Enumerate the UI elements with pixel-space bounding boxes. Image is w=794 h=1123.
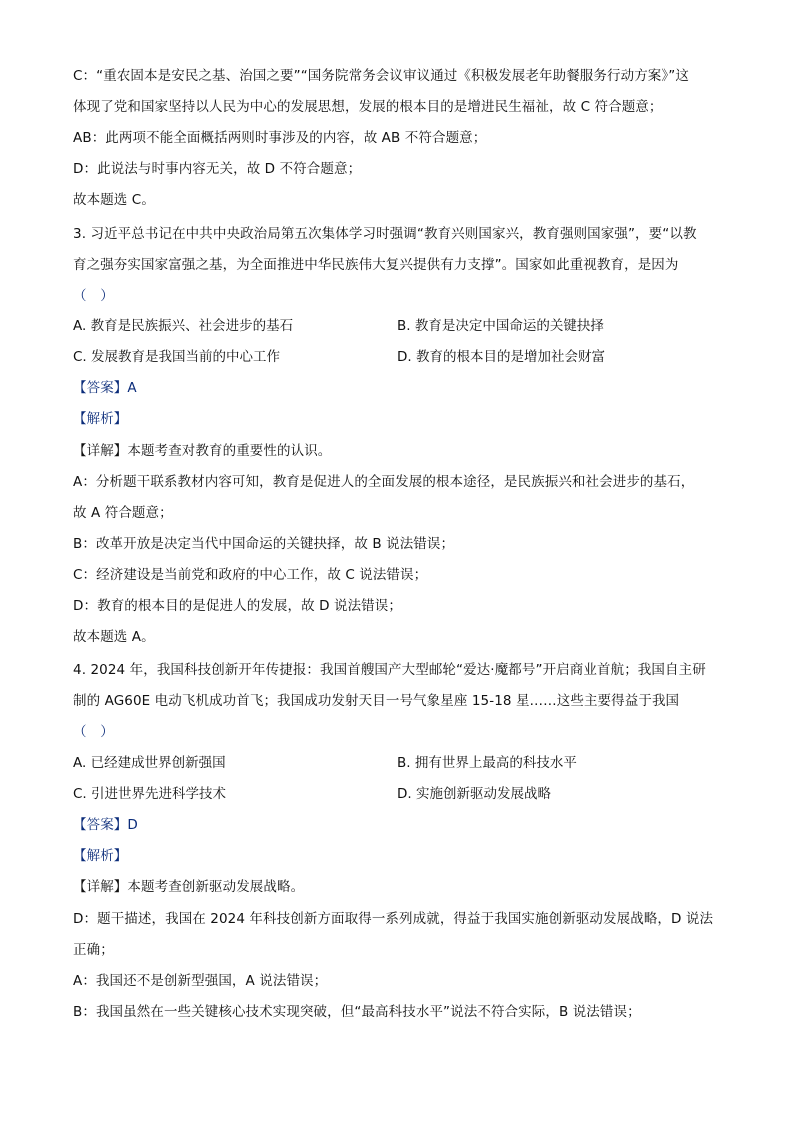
q3-explain-d: D：教育的根本目的是促进人的发展，故 D 说法错误；: [73, 598, 402, 614]
q4-analysis-heading: 【解析】: [73, 848, 128, 864]
q4-explain-d-line2: 正确；: [73, 942, 114, 958]
q3-stem-line2: 育之强夯实国家富强之基，为全面推进中华民族伟大复兴提供有力支撑”。国家如此重视教育，是因为: [73, 257, 679, 273]
q3-stem-line1: 3. 习近平总书记在中共中央政治局第五次集体学习时强调“教育兴则国家兴，教育强则国家强”，要“以教: [73, 226, 697, 242]
q4-option-c: C. 引进世界先进科学技术: [73, 786, 227, 802]
prev-option-c-line2: 体现了党和国家坚持以人民为中心的发展思想，发展的根本目的是增进民生福祉，故 C 符合题意；: [73, 99, 663, 115]
q3-option-d: D. 教育的根本目的是增加社会财富: [397, 349, 605, 365]
q4-option-a: A. 已经建成世界创新强国: [73, 755, 226, 771]
prev-option-ab: AB：此两项不能全面概括两则时事涉及的内容，故 AB 不符合题意；: [73, 130, 487, 146]
q4-option-b: B. 拥有世界上最高的科技水平: [397, 755, 577, 771]
q3-conclusion: 故本题选 A。: [73, 629, 155, 645]
prev-option-d: D：此说法与时事内容无关，故 D 不符合题意；: [73, 161, 362, 177]
q4-explain-a: A：我国还不是创新型强国，A 说法错误；: [73, 973, 328, 989]
q4-stem-line1: 4. 2024 年，我国科技创新开年传捷报：我国首艘国产大型邮轮“爱达·魔都号”开启商业首航；我国自主研: [73, 662, 706, 678]
q3-explain-a-line1: A：分析题干联系教材内容可知，教育是促进人的全面发展的根本途径，是民族振兴和社会进步的基石，: [73, 474, 695, 490]
q4-option-d: D. 实施创新驱动发展战略: [397, 786, 551, 802]
q3-explain-a-line2: 故 A 符合题意；: [73, 505, 173, 521]
q3-answer: 【答案】A: [73, 380, 137, 396]
q3-option-a: A. 教育是民族振兴、社会进步的基石: [73, 318, 294, 334]
q4-detail: 【详解】本题考查创新驱动发展战略。: [73, 879, 305, 895]
q3-explain-b: B：改革开放是决定当代中国命运的关键抉择，故 B 说法错误；: [73, 536, 455, 552]
q4-explain-b: B：我国虽然在一些关键核心技术实现突破，但“最高科技水平”说法不符合实际，B 说法错误；: [73, 1004, 641, 1020]
prev-conclusion: 故本题选 C。: [73, 192, 155, 208]
q3-answer-blank: （ ）: [73, 288, 114, 304]
prev-option-c-line1: C：“重农固本是安民之基、治国之要”“国务院常务会议审议通过《积极发展老年助餐服务行动方案》”这: [73, 68, 689, 84]
q4-answer-blank: （ ）: [73, 724, 114, 740]
q3-option-c: C. 发展教育是我国当前的中心工作: [73, 349, 281, 365]
q3-detail: 【详解】本题考查对教育的重要性的认识。: [73, 443, 332, 459]
q4-explain-d-line1: D：题干描述，我国在 2024 年科技创新方面取得一系列成就，得益于我国实施创新驱动发展战略，D 说法: [73, 911, 714, 927]
q3-option-b: B. 教育是决定中国命运的关键抉择: [397, 318, 604, 334]
q3-explain-c: C：经济建设是当前党和政府的中心工作，故 C 说法错误；: [73, 567, 428, 583]
q3-analysis-heading: 【解析】: [73, 411, 128, 427]
q4-stem-line2: 制的 AG60E 电动飞机成功首飞；我国成功发射天目一号气象星座 15-18 星……这些主要得益于我国: [73, 693, 680, 709]
q4-answer: 【答案】D: [73, 817, 138, 833]
